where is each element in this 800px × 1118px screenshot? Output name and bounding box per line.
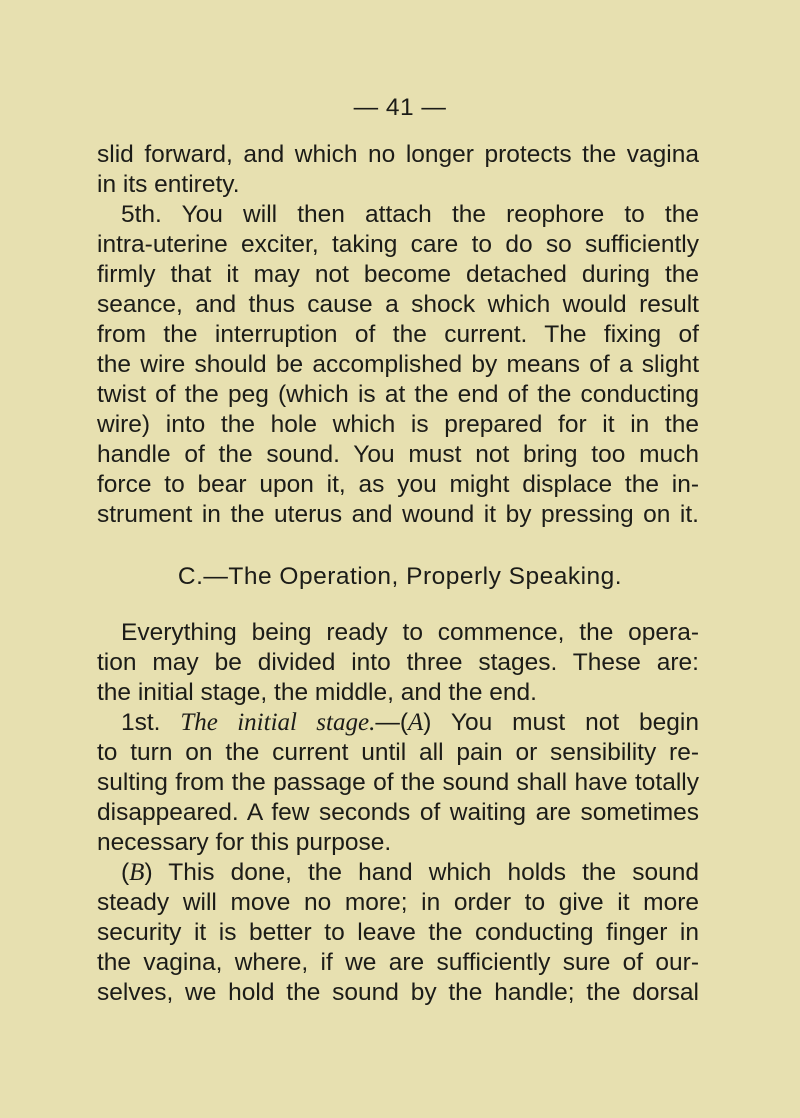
paragraph-5-line-3: security it is better to leave the conducting finger in [97,919,699,946]
paragraph-1-line-1: slid forward, and which no longer protects the vagina [97,141,699,168]
paragraph-2-line-3: firmly that it may not become detached during the [97,261,699,288]
paragraph-2-line-8: wire) into the hole which is prepared for it in the [97,411,699,438]
paragraph-4-line-1 [121,708,699,738]
paragraph-4-marker: A [408,709,424,736]
paragraph-5-line-2: steady will move no more; in order to give it more [97,889,699,916]
paragraph-4-dash: —( [375,709,408,736]
paragraph-4-lead: 1st. [121,709,161,736]
paragraph-2-line-5: from the interruption of the current. The fixing of [97,321,699,348]
paragraph-2-line-11: strument in the uterus and wound it by pressing on it. [97,501,699,528]
paragraph-4-italic-title: The initial stage. [180,709,376,736]
paragraph-1-line-2: in its entirety. [97,171,240,198]
paragraph-5-line-1 [121,858,699,888]
paragraph-2-line-6: the wire should be accomplished by means of a slight [97,351,699,378]
paragraph-4-line-3: sulting from the passage of the sound shall have totally [97,769,699,796]
paragraph-4-line-4: disappeared. A few seconds of waiting are sometimes [97,799,699,826]
paragraph-2-line-9: handle of the sound. You must not bring too much [97,441,699,468]
paragraph-2-line-10: force to bear upon it, as you might displace the in- [97,471,699,498]
paragraph-2-line-2: intra-uterine exciter, taking care to do so sufficiently [97,231,699,258]
paragraph-4-line-2: to turn on the current until all pain or sensibility re- [97,739,699,766]
paragraph-3-line-2: tion may be divided into three stages. These are: [97,649,699,676]
paragraph-5-marker: B [129,859,145,886]
paragraph-5-line-4: the vagina, where, if we are sufficiently sure of our- [97,949,699,976]
paragraph-3-line-1: Everything being ready to commence, the opera- [121,619,699,646]
section-heading: C.—The Operation, Properly Speaking. [177,563,623,590]
paragraph-5-open: ( [121,859,130,886]
page-number: — 41 — [353,94,447,121]
paragraph-2-line-1: 5th. You will then attach the reophore to the [121,201,699,228]
paragraph-4-line-5: necessary for this purpose. [97,829,392,856]
paragraph-5-rest: ) This done, the hand which holds the sound [144,859,699,886]
paragraph-5-line-5: selves, we hold the sound by the handle; the dorsal [97,979,699,1006]
paragraph-2-line-4: seance, and thus cause a shock which would result [97,291,699,318]
paragraph-2-line-7: twist of the peg (which is at the end of the conducting [97,381,699,408]
paragraph-3-line-3: the initial stage, the middle, and the end. [97,679,537,706]
paragraph-4-rest: ) You must not begin [423,709,700,736]
